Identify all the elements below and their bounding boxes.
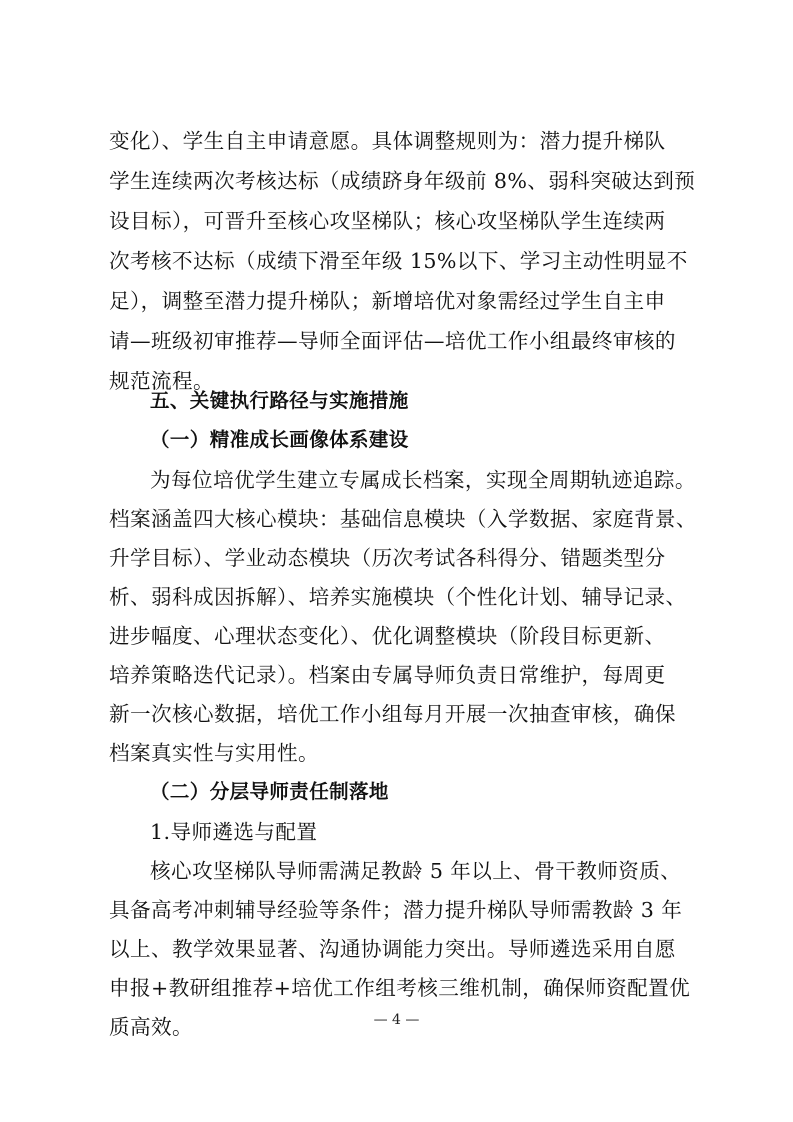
section-heading: 五、关键执行路径与实施措施 <box>150 389 409 412</box>
item-heading: 1.导师遴选与配置 <box>150 820 318 844</box>
paragraph-line: 足），调整至潜力提升梯队；新增培优对象需经过学生自主申 <box>109 289 666 313</box>
paragraph-line: 析、弱科成因拆解）、培养实施模块（个性化计划、辅导记录、 <box>109 585 687 609</box>
paragraph-line: 培养策略迭代记录）。档案由专属导师负责日常维护，每周更 <box>109 663 666 687</box>
subsection-heading: （二）分层导师责任制落地 <box>150 780 389 803</box>
paragraph-line: 新一次核心数据，培优工作小组每月开展一次抽查审核，确保 <box>109 702 676 726</box>
page-number: — 4 — <box>373 1012 420 1028</box>
paragraph-line: 学生连续两次考核达标（成绩跻身年级前 8%、弱科突破达到预 <box>109 169 696 193</box>
paragraph-line: 档案真实性与实用性。 <box>109 741 319 765</box>
paragraph-line: 具备高考冲刺辅导经验等条件；潜力提升梯队导师需教龄 3 年 <box>109 898 683 922</box>
paragraph-line: 请—班级初审推荐—导师全面评估—培优工作小组最终审核的 <box>109 329 676 353</box>
paragraph-line: 以上、教学效果显著、沟通协调能力突出。导师遴选采用自愿 <box>109 937 676 961</box>
paragraph-line: 质高效。 <box>109 1015 193 1039</box>
paragraph-line: 升学目标）、学业动态模块（历次考试各科得分、错题类型分 <box>109 546 666 570</box>
paragraph-line: 申报+教研组推荐+培优工作组考核三维机制，确保师资配置优 <box>109 976 691 1000</box>
paragraph-line: 进步幅度、心理状态变化）、优化调整模块（阶段目标更新、 <box>109 624 666 648</box>
paragraph-line: 规范流程。 <box>109 369 214 393</box>
subsection-heading: （一）精准成长画像体系建设 <box>150 428 409 451</box>
paragraph-line: 核心攻坚梯队导师需满足教龄 5 年以上、骨干教师资质、 <box>150 859 682 883</box>
paragraph-line: 设目标），可晋升至核心攻坚梯队；核心攻坚梯队学生连续两 <box>109 209 666 233</box>
paragraph-line: 档案涵盖四大核心模块：基础信息模块（入学数据、家庭背景、 <box>109 507 697 531</box>
paragraph-line: 为每位培优学生建立专属成长档案，实现全周期轨迹追踪。 <box>150 468 696 492</box>
paragraph-line: 次考核不达标（成绩下滑至年级 15%以下、学习主动性明显不 <box>109 249 688 273</box>
paragraph-line: 变化）、学生自主申请意愿。具体调整规则为：潜力提升梯队 <box>109 129 666 153</box>
